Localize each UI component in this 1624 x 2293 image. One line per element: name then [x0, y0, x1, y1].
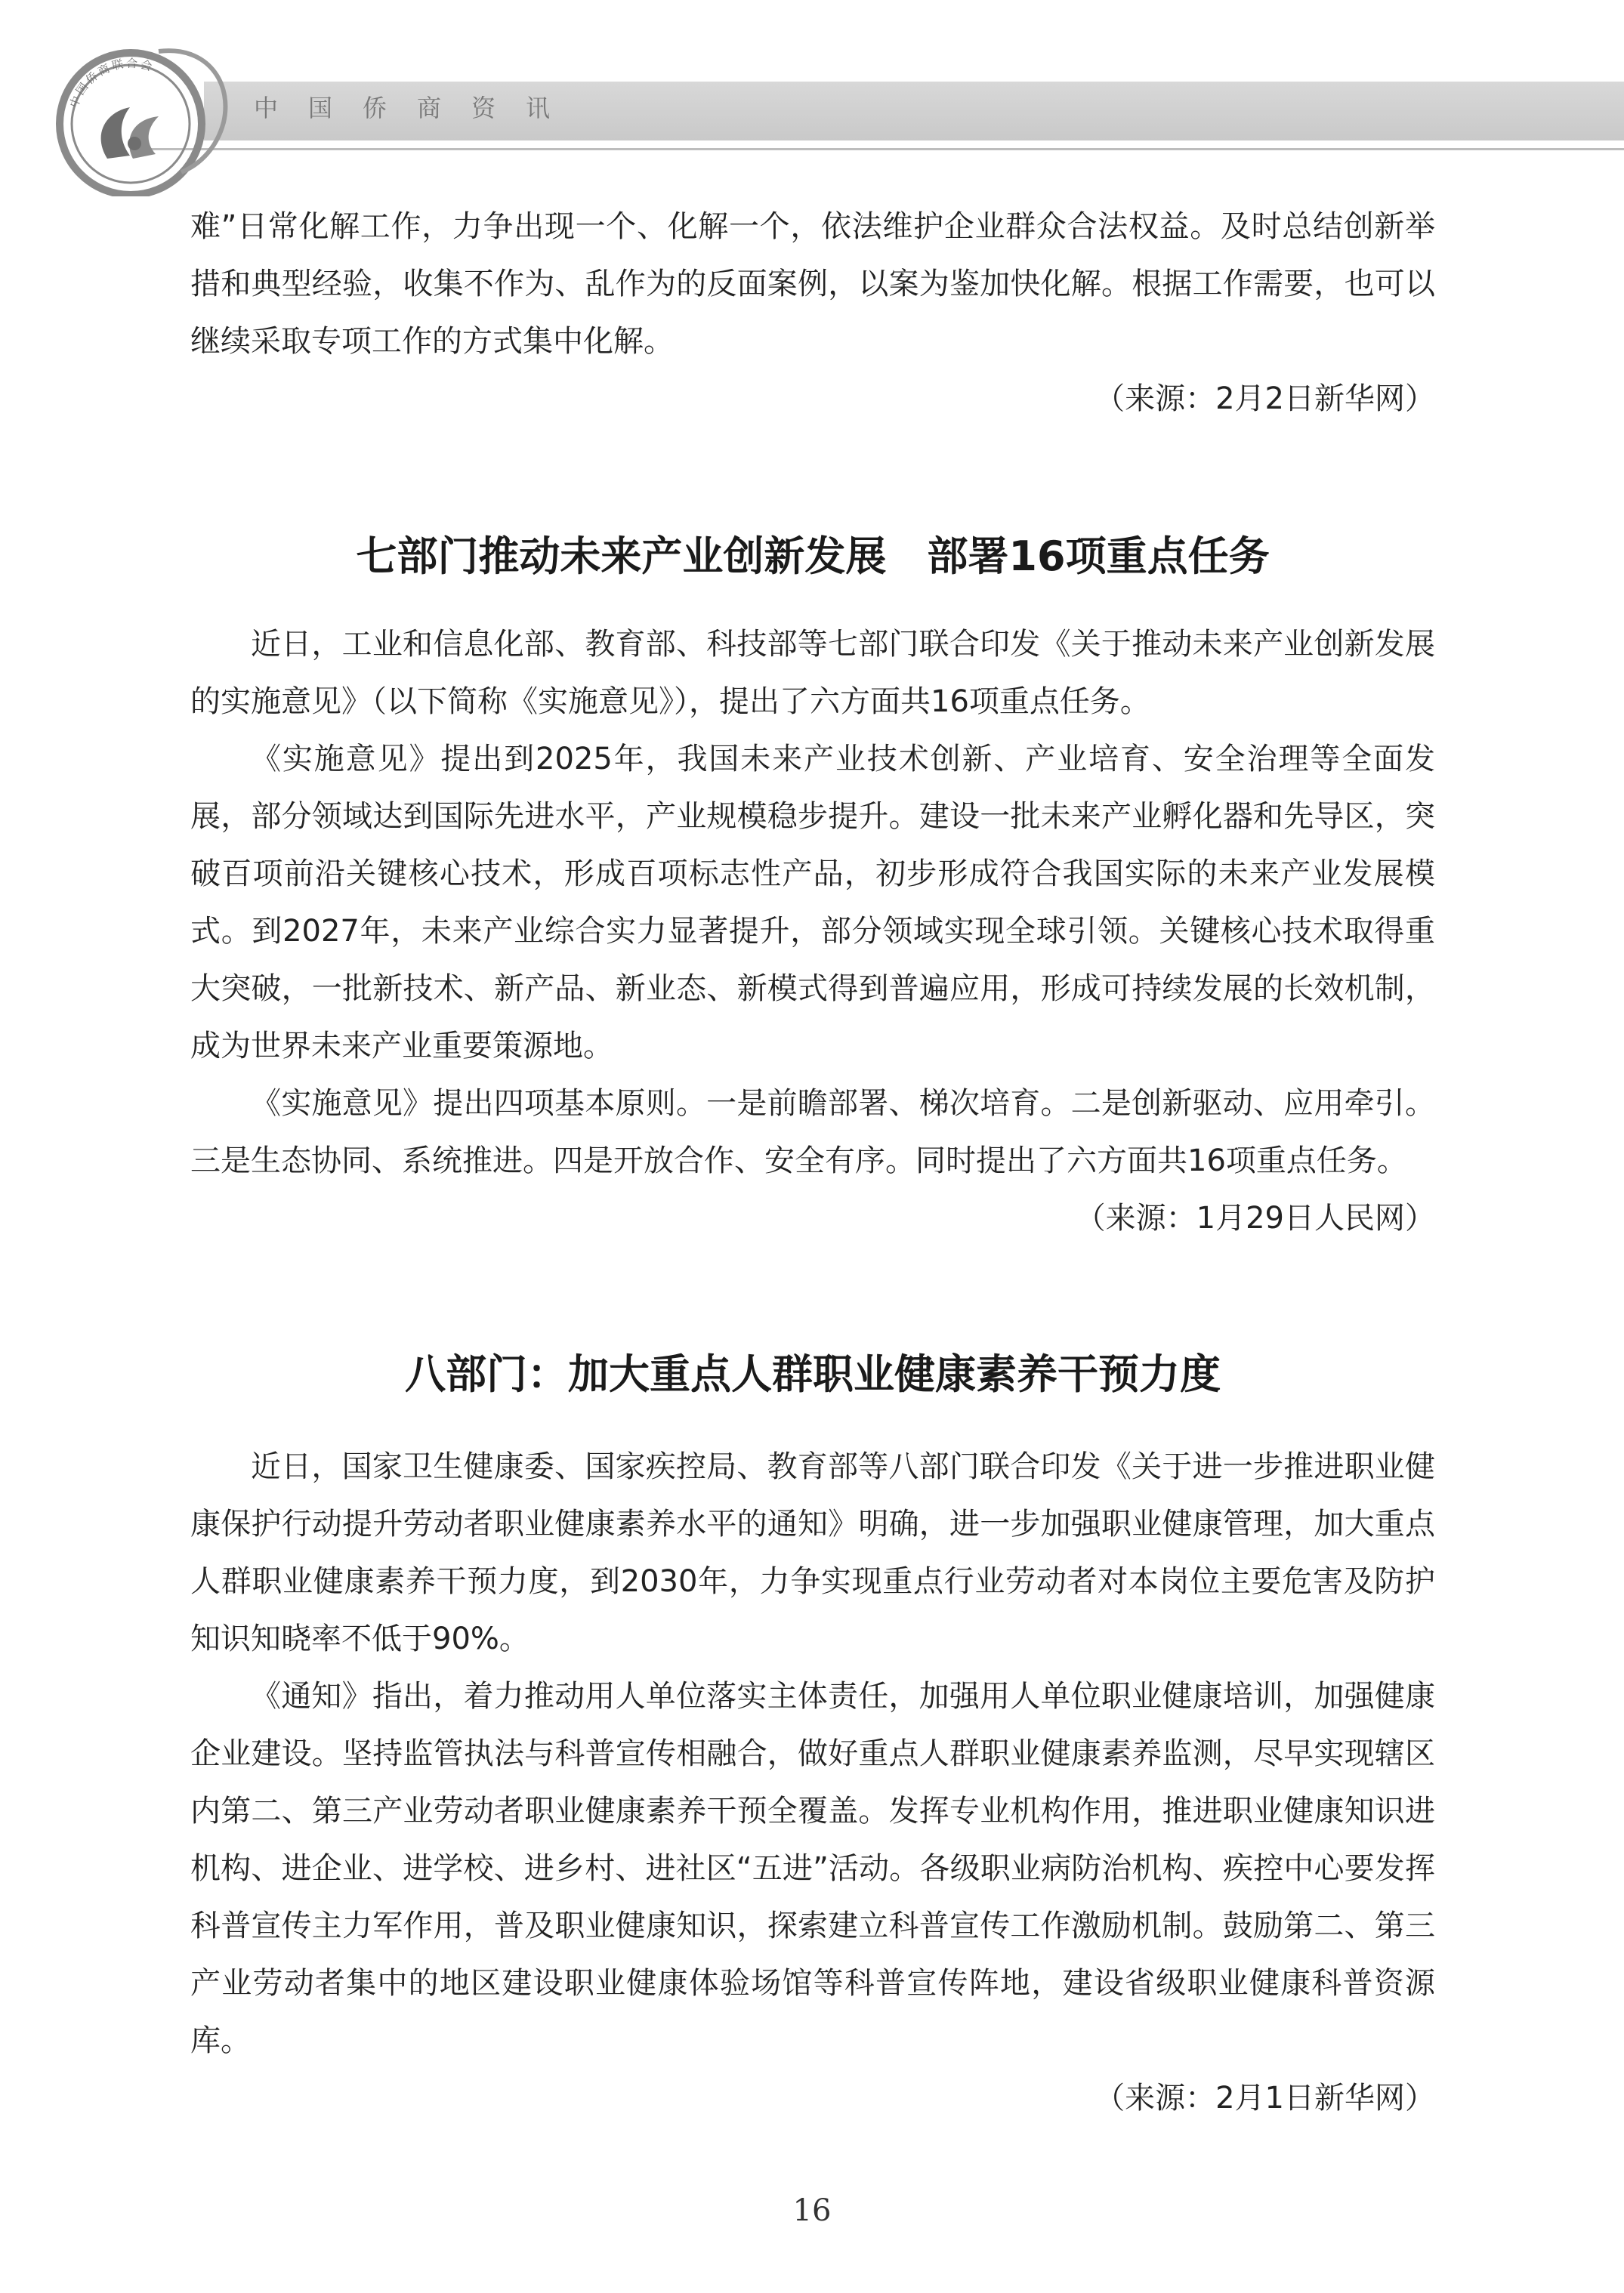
- article1-source: （来源：1月29日人民网）: [1075, 1201, 1435, 1236]
- article-body: [190, 198, 1435, 2127]
- header-title: 中国侨商资讯: [254, 94, 581, 122]
- logo-dot: [128, 137, 141, 150]
- logo-outer-ring: [60, 53, 202, 195]
- header-divider: [151, 148, 1624, 150]
- logo-swoosh-1: [101, 107, 130, 159]
- article2-source: （来源：2月1日新华网）: [1095, 2081, 1435, 2116]
- article2-title: 八部门：加大重点人群职业健康素养干预力度: [405, 1350, 1221, 1398]
- intro-paragraph: 难”日常化解工作，力争出现一个、化解一个，依法维护企业群众合法权益。及时总结创新举措和典型经验，收集不作为、乱作为的反面案例，以案为鉴加快化解。根据工作需要，也可以继续采取专项工作的方式集中化解。: [190, 209, 1435, 359]
- intro-source: （来源：2月2日新华网）: [1095, 381, 1435, 416]
- page-number: 16: [792, 2193, 832, 2228]
- logo-emblem: [45, 38, 234, 196]
- article1-paragraph: 《实施意见》提出四项基本原则。一是前瞻部署、梯次培育。二是创新驱动、应用牵引。三是生态协同、系统推进。四是开放合作、安全有序。同时提出了六方面共16项重点任务。: [190, 1086, 1435, 1178]
- article1-title: 七部门推动未来产业创新发展 部署16项重点任务: [356, 532, 1270, 580]
- article2-paragraph: 近日，国家卫生健康委、国家疾控局、教育部等八部门联合印发《关于进一步推进职业健康保护行动提升劳动者职业健康素养水平的通知》明确，进一步加强职业健康管理，加大重点人群职业健康素养干预力度，到2030年，力争实现重点行业劳动者对本岗位主要危害及防护知识知晓率不低于90%。: [190, 1449, 1435, 1656]
- article1-paragraph: 近日，工业和信息化部、教育部、科技部等七部门联合印发《关于推动未来产业创新发展的实施意见》（以下简称《实施意见》），提出了六方面共16项重点任务。: [190, 627, 1435, 719]
- article2-paragraph: 《通知》指出，着力推动用人单位落实主体责任，加强用人单位职业健康培训，加强健康企业建设。坚持监管执法与科普宣传相融合，做好重点人群职业健康素养监测，尽早实现辖区内第二、第三产业劳动者职业健康素养干预全覆盖。发挥专业机构作用，推进职业健康知识进机构、进企业、进学校、进乡村、进社区“五进”活动。各级职业病防治机构、疾控中心要发挥科普宣传主力军作用，普及职业健康知识，探索建立科普宣传工作激励机制。鼓励第二、第三产业劳动者集中的地区建设职业健康体验场馆等科普宣传阵地，建设省级职业健康科普资源库。: [190, 1679, 1435, 2058]
- logo-ring-text: 中国侨商联合会: [66, 56, 156, 110]
- article1-paragraph: 《实施意见》提出到2025年，我国未来产业技术创新、产业培育、安全治理等全面发展，部分领域达到国际先进水平，产业规模稳步提升。建设一批未来产业孵化器和先导区，突破百项前沿关键核心技术，形成百项标志性产品，初步形成符合我国实际的未来产业发展模式。到2027年，未来产业综合实力显著提升，部分领域实现全球引领。关键核心技术取得重大突破，一批新技术、新产品、新业态、新模式得到普遍应用，形成可持续发展的长效机制，成为世界未来产业重要策源地。: [190, 742, 1435, 1063]
